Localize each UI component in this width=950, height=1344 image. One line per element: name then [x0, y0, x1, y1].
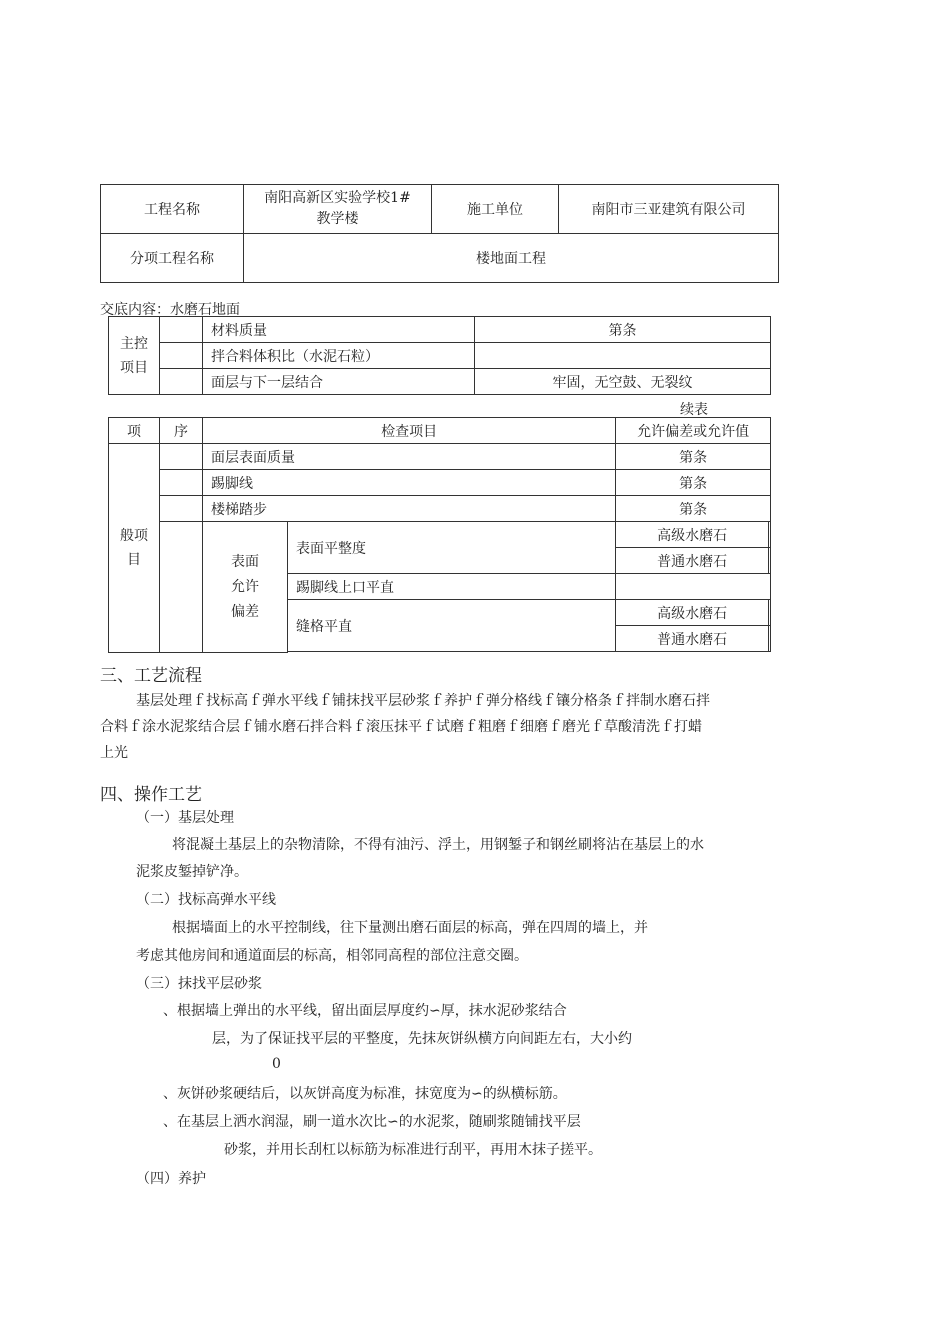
grade-value	[769, 626, 771, 652]
sub-project-value: 楼地面工程	[244, 234, 779, 283]
general-group: 般项 目	[109, 444, 160, 653]
sub2-title: （二）找标高弹水平线	[136, 892, 276, 908]
general-seq	[160, 470, 203, 496]
sub4-title: （四）养护	[136, 1171, 206, 1187]
header-table	[100, 184, 779, 283]
sub1-title: （一）基层处理	[136, 810, 234, 826]
spacer	[288, 652, 616, 653]
general-seq	[160, 496, 203, 522]
main-control-seq	[160, 317, 203, 343]
main-control-value	[475, 343, 771, 369]
general-seq	[160, 522, 203, 653]
disclosure-content: 交底内容：水磨石地面	[100, 302, 240, 318]
grade-high: 高级水磨石	[616, 600, 769, 626]
main-control-item: 拌合料体积比（水泥石粒）	[203, 343, 475, 369]
section4-title: 四、操作工艺	[100, 785, 202, 805]
main-control-table	[108, 316, 771, 395]
main-control-group: 主控 项目	[109, 317, 160, 395]
contractor-value: 南阳市三亚建筑有限公司	[559, 185, 779, 234]
project-name-value	[244, 185, 432, 234]
main-control-item: 面层与下一层结合	[203, 369, 475, 395]
general-value: 第条	[616, 470, 771, 496]
general-seq	[160, 444, 203, 470]
grade-value	[769, 548, 771, 574]
general-item: 踢脚线	[203, 470, 616, 496]
spacer	[616, 652, 769, 653]
continued-label: 续表	[680, 402, 708, 418]
skirting-top-item: 踢脚线上口平直	[288, 574, 616, 600]
general-value: 第条	[616, 444, 771, 470]
project-name-label: 工程名称	[101, 185, 244, 234]
sub-project-label: 分项工程名称	[101, 234, 244, 283]
main-control-value: 牢固，无空鼓、无裂纹	[475, 369, 771, 395]
grade-normal: 普通水磨石	[616, 626, 769, 652]
general-table	[108, 417, 771, 653]
sub1-line2: 泥浆皮錾掉铲净。	[136, 864, 248, 880]
general-item: 面层表面质量	[203, 444, 616, 470]
sub3-line6: 砂浆，并用长刮杠以标筋为标准进行刮平，再用木抹子搓平。	[224, 1142, 602, 1158]
main-control-seq	[160, 343, 203, 369]
header-col-item: 项	[109, 418, 160, 444]
spacer	[769, 652, 771, 653]
sub3-line1: 、根据墙上弹出的水平线，留出面层厚度约∽厚，抹水泥砂浆结合	[163, 1003, 567, 1019]
deviation-label: 表面 允许 偏差	[203, 522, 288, 653]
sub3-line4: 、灰饼砂浆硬结后，以灰饼高度为标准，抹宽度为∽的纵横标筋。	[163, 1086, 567, 1102]
sub3-line3: 0	[272, 1056, 281, 1072]
main-control-item: 材料质量	[203, 317, 475, 343]
contractor-label: 施工单位	[432, 185, 559, 234]
section3-line3: 上光	[100, 745, 128, 761]
grade-high: 高级水磨石	[616, 522, 769, 548]
sub3-line5: 、在基层上洒水润湿，刷一道水次比∽的水泥浆，随刷浆随铺找平层	[163, 1114, 581, 1130]
general-item: 楼梯踏步	[203, 496, 616, 522]
skirting-top-value	[616, 574, 771, 600]
sub2-line2: 考虑其他房间和通道面层的标高，相邻同高程的部位注意交圈。	[136, 948, 528, 964]
grade-value	[769, 522, 771, 548]
header-col-seq: 序	[160, 418, 203, 444]
main-control-seq	[160, 369, 203, 395]
general-value: 第条	[616, 496, 771, 522]
grade-normal: 普通水磨石	[616, 548, 769, 574]
sub3-line2: 层，为了保证找平层的平整度，先抹灰饼纵横方向间距左右，大小约	[212, 1031, 632, 1047]
sub1-line1: 将混凝土基层上的杂物清除，不得有油污、浮土，用钢錾子和钢丝刷将沾在基层上的水	[172, 837, 704, 853]
section3-line2: 合料ｆ涂水泥浆结合层ｆ铺水磨石拌合料ｆ滚压抹平ｆ试磨ｆ粗磨ｆ细磨ｆ磨光ｆ草酸清洗ｆ打蜡	[100, 719, 702, 735]
header-col-allowance: 允许偏差或允许值	[616, 418, 771, 444]
flatness-item: 表面平整度	[288, 522, 616, 574]
main-control-value: 第条	[475, 317, 771, 343]
project-name-line2: 教学楼	[316, 211, 359, 227]
header-col-check: 检查项目	[203, 418, 616, 444]
section3-line1: 基层处理ｆ找标高ｆ弹水平线ｆ铺抹找平层砂浆ｆ养护ｆ弹分格线ｆ镶分格条ｆ拌制水磨石拌	[136, 693, 710, 709]
sub3-title: （三）抹找平层砂浆	[136, 976, 262, 992]
section3-title: 三、工艺流程	[100, 666, 202, 686]
sub2-line1: 根据墙面上的水平控制线，往下量测出磨石面层的标高，弹在四周的墙上，并	[172, 920, 648, 936]
project-name-line1: 南阳高新区实验学校1#	[264, 190, 411, 206]
seam-straight-item: 缝格平直	[288, 600, 616, 652]
grade-value	[769, 600, 771, 626]
